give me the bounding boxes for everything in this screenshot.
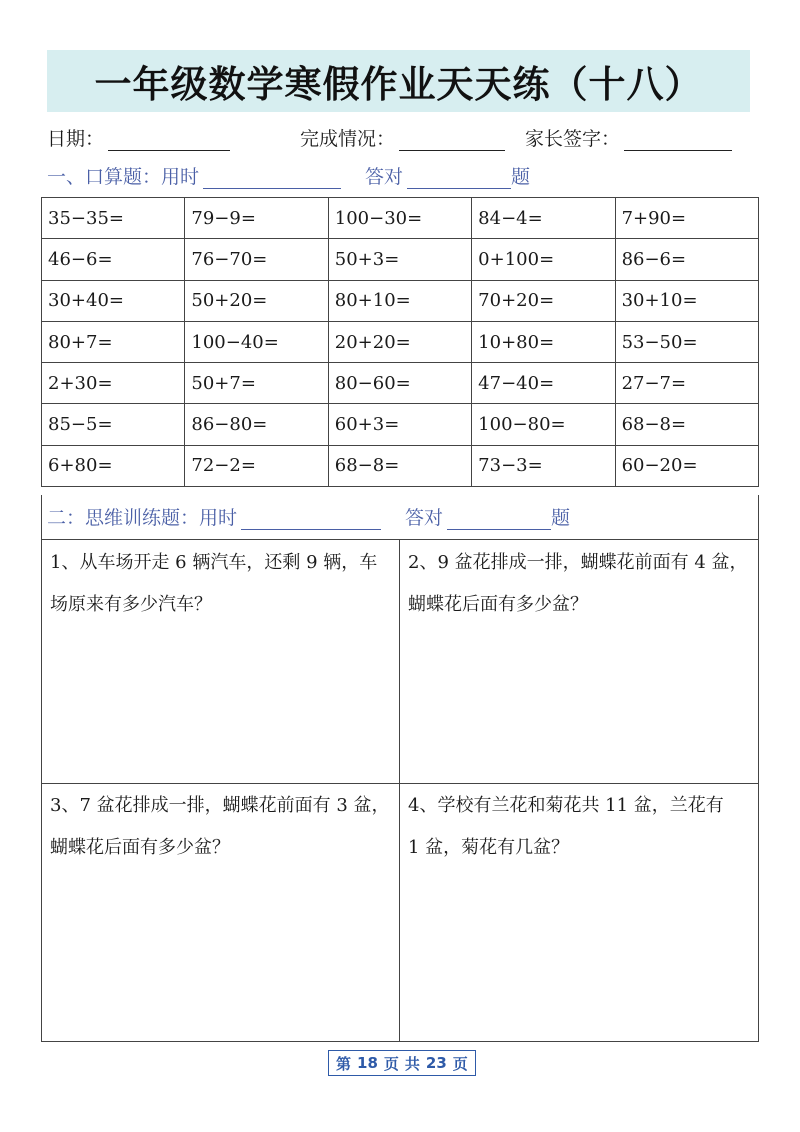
calc-cell[interactable]: 84−4= — [472, 198, 615, 239]
section2-time-blank[interactable] — [241, 509, 381, 530]
calc-cell[interactable]: 86−80= — [185, 404, 328, 445]
calc-cell[interactable]: 50+20= — [185, 280, 328, 321]
table-row — [42, 404, 759, 445]
status-blank[interactable] — [399, 130, 505, 151]
problem-3-line2: 蝴蝶花后面有多少盆？ — [50, 837, 230, 858]
signature-label: 家长签字： — [525, 128, 621, 150]
calc-cell[interactable]: 85−5= — [42, 404, 185, 445]
problem-2-line1: 2、9 盆花排成一排，蝴蝶花前面有 4 盆， — [408, 552, 748, 573]
footer-mid1: 页 — [383, 1054, 399, 1073]
signature-blank[interactable] — [624, 130, 732, 151]
date-field — [47, 124, 230, 151]
page-number-footer — [328, 1050, 476, 1076]
section1-correct-label: 答对 — [365, 166, 404, 188]
status-label: 完成情况： — [300, 128, 396, 150]
calc-cell[interactable]: 50+3= — [328, 239, 471, 280]
calc-cell[interactable]: 80+10= — [328, 280, 471, 321]
date-blank[interactable] — [108, 130, 230, 151]
problem-2[interactable] — [408, 542, 753, 626]
grid-divider-vertical — [399, 540, 400, 1041]
calc-cell[interactable]: 10+80= — [472, 321, 615, 362]
section2-correct-blank[interactable] — [447, 509, 551, 530]
problems-grid — [41, 539, 759, 1042]
calc-table — [41, 197, 759, 487]
section1-time-blank[interactable] — [203, 168, 341, 189]
footer-total: 23 — [425, 1054, 447, 1072]
section2-heading — [47, 503, 570, 530]
calc-cell[interactable]: 2+30= — [42, 363, 185, 404]
calc-cell[interactable]: 68−8= — [615, 404, 758, 445]
table-row — [42, 239, 759, 280]
section1-heading — [47, 162, 530, 189]
section1-title: 一、口算题：用时 — [47, 166, 200, 188]
table-row — [42, 445, 759, 486]
problem-3-line1: 3、7 盆花排成一排，蝴蝶花前面有 3 盆， — [50, 795, 390, 816]
calc-cell[interactable]: 60+3= — [328, 404, 471, 445]
footer-suffix: 页 — [452, 1054, 468, 1073]
section1-suffix: 题 — [511, 166, 531, 188]
calc-cell[interactable]: 53−50= — [615, 321, 758, 362]
date-label: 日期： — [47, 128, 105, 150]
problem-1-line1: 1、从车场开走 6 辆汽车，还剩 9 辆，车 — [50, 552, 378, 573]
section1-correct-blank[interactable] — [407, 168, 511, 189]
calc-cell[interactable]: 100−40= — [185, 321, 328, 362]
calc-cell[interactable]: 35−35= — [42, 198, 185, 239]
grid-divider-horizontal — [42, 783, 758, 784]
table-row — [42, 363, 759, 404]
calc-cell[interactable]: 100−30= — [328, 198, 471, 239]
problem-4[interactable] — [408, 785, 753, 869]
problem-4-line1: 4、学校有兰花和菊花共 11 盆，兰花有 — [408, 795, 724, 816]
page-title: 一年级数学寒假作业天天练（十八） — [94, 63, 703, 106]
calc-cell[interactable]: 30+40= — [42, 280, 185, 321]
calc-cell[interactable]: 80+7= — [42, 321, 185, 362]
calc-cell[interactable]: 46−6= — [42, 239, 185, 280]
calc-cell[interactable]: 0+100= — [472, 239, 615, 280]
problem-2-line2: 蝴蝶花后面有多少盆？ — [408, 594, 588, 615]
footer-mid2: 共 — [404, 1054, 420, 1073]
section2-correct-label: 答对 — [405, 507, 444, 529]
calc-cell[interactable]: 47−40= — [472, 363, 615, 404]
problem-1-line2: 场原来有多少汽车？ — [50, 594, 212, 615]
problem-1[interactable] — [50, 542, 395, 626]
calc-cell[interactable]: 86−6= — [615, 239, 758, 280]
footer-prefix: 第 — [336, 1054, 352, 1073]
calc-cell[interactable]: 60−20= — [615, 445, 758, 486]
table-row — [42, 280, 759, 321]
calc-cell[interactable]: 100−80= — [472, 404, 615, 445]
section2-title: 二：思维训练题：用时 — [47, 507, 238, 529]
calc-cell[interactable]: 30+10= — [615, 280, 758, 321]
problem-3[interactable] — [50, 785, 395, 869]
signature-field — [525, 124, 732, 151]
problem-4-line2: 1 盆，菊花有几盆？ — [408, 837, 570, 858]
calc-cell[interactable]: 80−60= — [328, 363, 471, 404]
calc-cell[interactable]: 70+20= — [472, 280, 615, 321]
title-banner — [47, 50, 750, 112]
footer-page: 18 — [357, 1054, 378, 1072]
info-row — [47, 120, 750, 150]
calc-cell[interactable]: 20+20= — [328, 321, 471, 362]
status-field — [300, 124, 505, 151]
table-row — [42, 198, 759, 239]
calc-cell[interactable]: 68−8= — [328, 445, 471, 486]
calc-cell[interactable]: 76−70= — [185, 239, 328, 280]
calc-cell[interactable]: 27−7= — [615, 363, 758, 404]
section2-suffix: 题 — [551, 507, 571, 529]
calc-cell[interactable]: 7+90= — [615, 198, 758, 239]
table-row — [42, 321, 759, 362]
calc-cell[interactable]: 73−3= — [472, 445, 615, 486]
calc-cell[interactable]: 50+7= — [185, 363, 328, 404]
calc-cell[interactable]: 72−2= — [185, 445, 328, 486]
calc-cell[interactable]: 79−9= — [185, 198, 328, 239]
calc-cell[interactable]: 6+80= — [42, 445, 185, 486]
